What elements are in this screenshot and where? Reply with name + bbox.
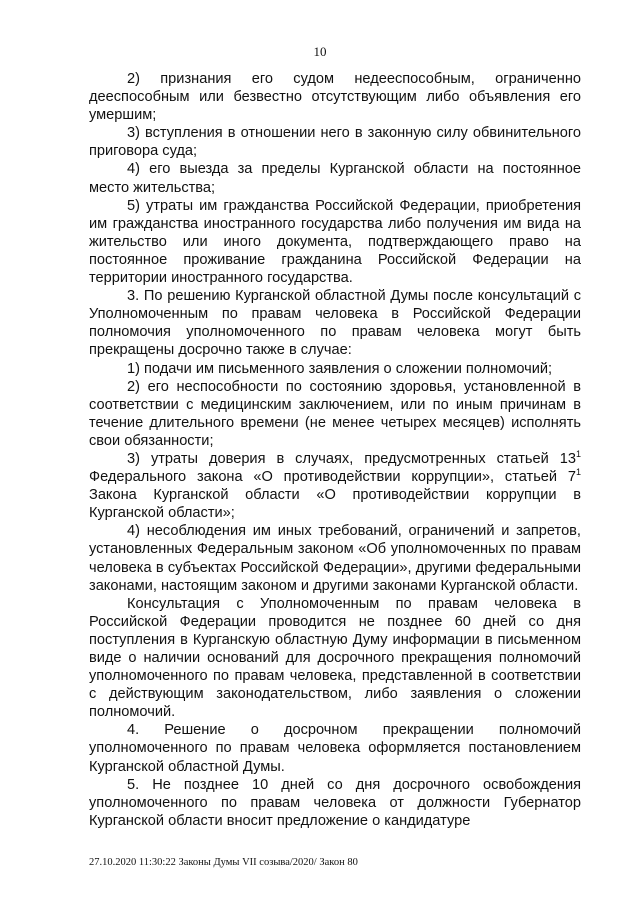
superscript: 1 <box>575 467 581 478</box>
paragraph-text: Закона Курганской области «О противодействии коррупции в Курганской области»; <box>89 487 581 522</box>
paragraph: 5) утраты им гражданства Российской Федерации, приобретения им гражданства иностранного государства либо получения им вида на жительство или иного документа, подтверждающего право на постоянное проживание гражданина Российской Федерации на территории иностранного государства. <box>89 197 581 287</box>
page-number: 10 <box>313 44 327 59</box>
paragraph: 4. Решение о досрочном прекращении полномочий уполномоченного по правам человека оформляется постановлением Курганской областной Думы. <box>89 722 581 775</box>
paragraph: Консультация с Уполномоченным по правам человека в Российской Федерации проводится не позднее 60 дней со дня поступления в Курганскую областную Думу информации в письменном виде о наличии оснований для досрочного прекращения полномочий уполномоченного по правам человека, представленной в соответствии с действующим законодательством, либо заявления о сложении полномочий. <box>89 595 581 721</box>
paragraph: 2) признания его судом недееспособным, ограниченно дееспособным или безвестно отсутствующим либо объявления его умершим; <box>89 71 581 124</box>
paragraph: 3. По решению Курганской областной Думы после консультаций с Уполномоченным по правам человека в Российской Федерации полномочия уполномоченного по правам человека могут быть прекращены досрочно также в случае: <box>89 288 581 359</box>
paragraph: 4) несоблюдения им иных требований, ограничений и запретов, установленных Федеральным законом «Об уполномоченных по правам человека в субъектах Российской Федерации», другими федеральными законами, настоящим законом и другими законами Курганской области. <box>89 523 581 594</box>
paragraph-text: Федерального закона «О противодействии коррупции», статьей 7 <box>89 469 576 486</box>
document-footer: 27.10.2020 11:30:22 Законы Думы VII созыва/2020/ Закон 80 <box>89 857 358 868</box>
paragraph: 2) его неспособности по состоянию здоровья, установленной в соответствии с медицинским заключением, или по иным причинам в течение длительного времени (не менее четырех месяцев) исполнять свои обязанности; <box>89 378 581 449</box>
paragraph-text: 3) утраты доверия в случаях, предусмотренных статьей 13 <box>127 450 576 467</box>
paragraph: 5. Не позднее 10 дней со дня досрочного освобождения уполномоченного по правам человека от должности Губернатор Курганской области вносит предложение о кандидатуре <box>89 776 581 829</box>
paragraph: 4) его выезда за пределы Курганской области на постоянное место жительства; <box>89 161 581 196</box>
superscript: 1 <box>575 449 581 460</box>
paragraph-with-superscripts <box>89 450 581 522</box>
paragraph: 1) подачи им письменного заявления о сложении полномочий; <box>127 360 553 377</box>
paragraph: 3) вступления в отношении него в законную силу обвинительного приговора суда; <box>89 125 581 160</box>
document-body <box>89 70 581 830</box>
